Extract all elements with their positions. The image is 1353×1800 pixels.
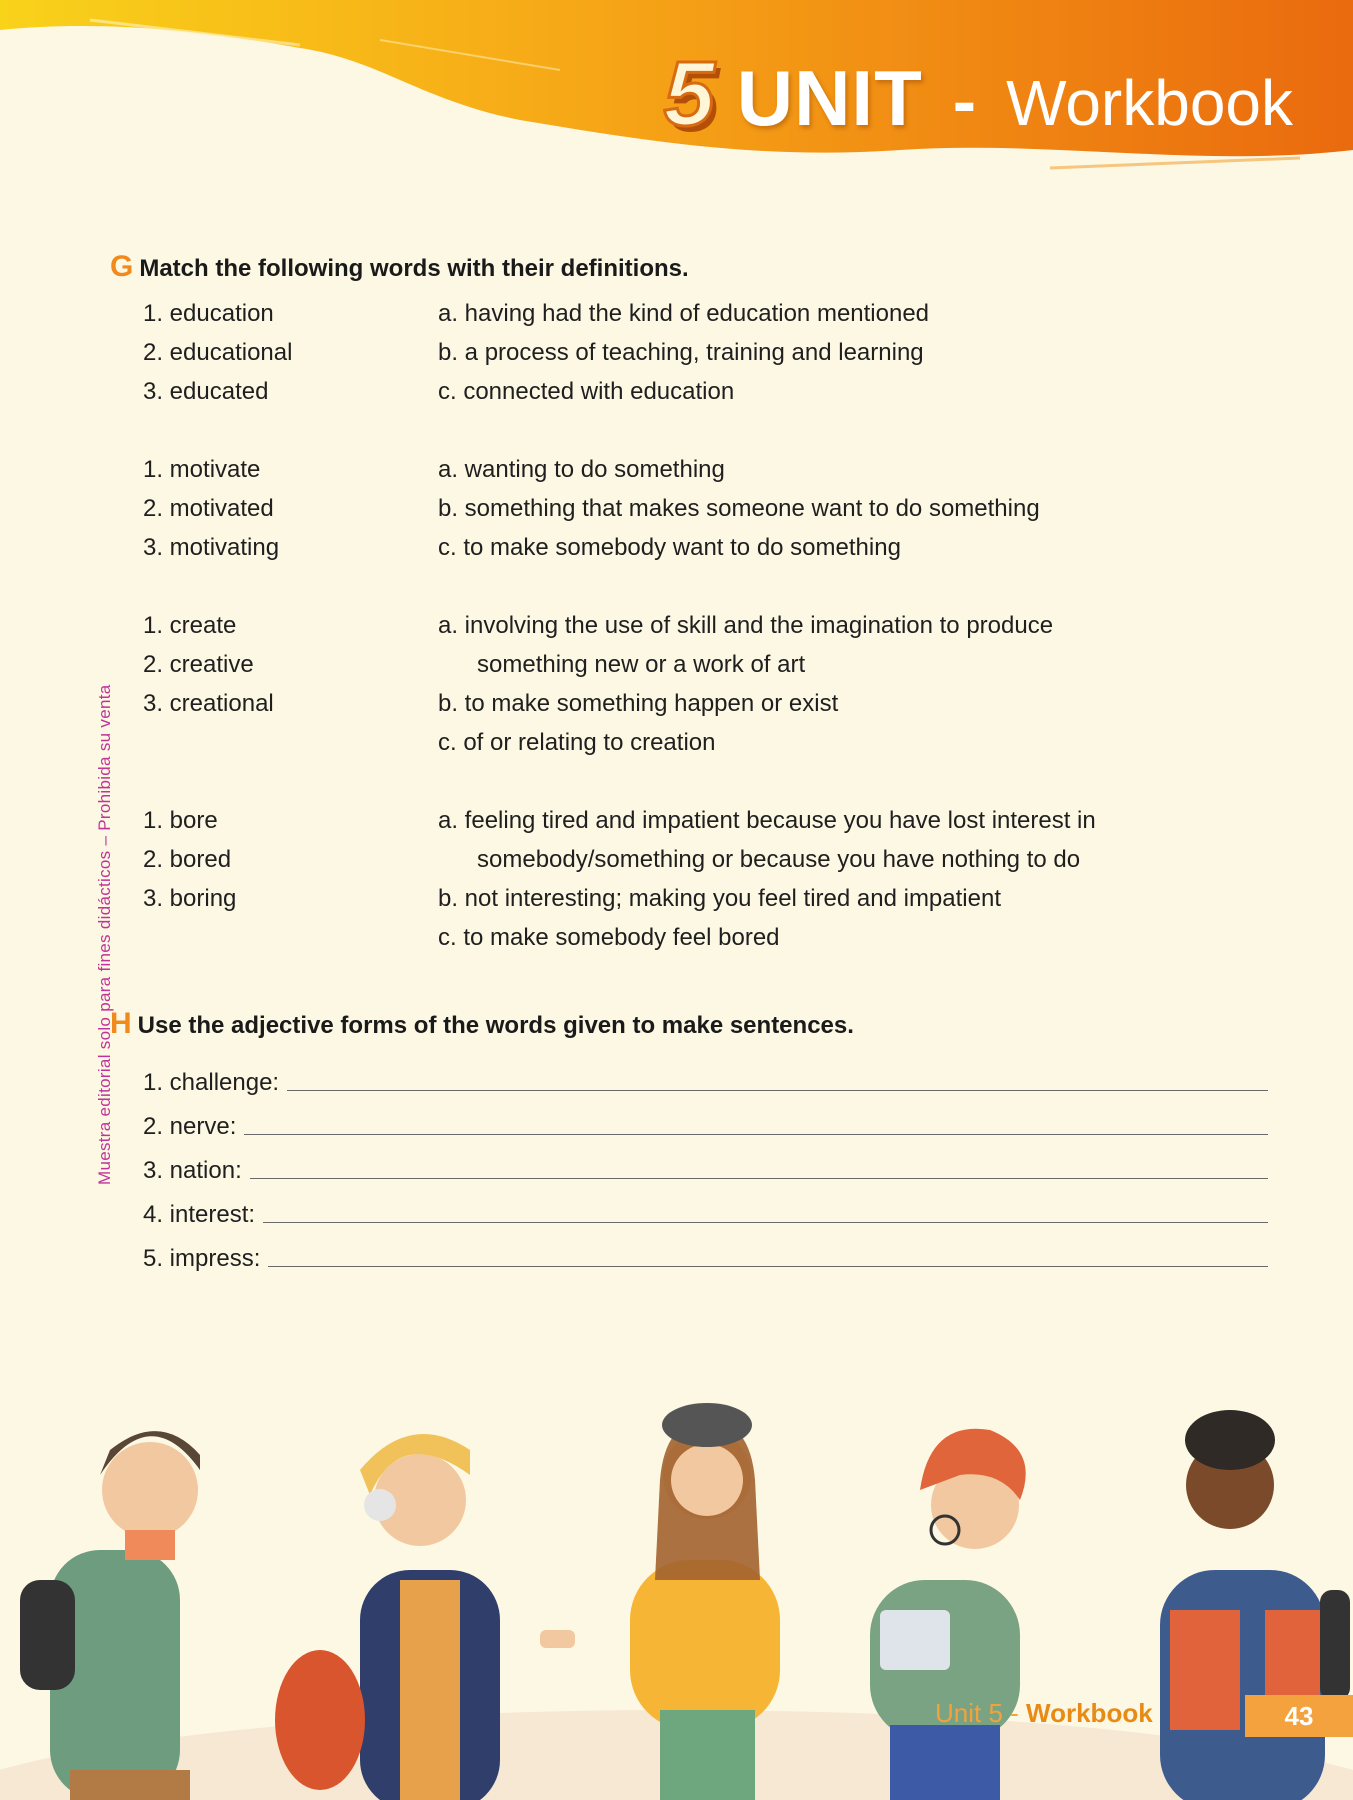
match-word: 3. educated (143, 377, 269, 405)
unit-number: 5 (663, 43, 715, 145)
page-number: 43 (1245, 1695, 1353, 1737)
match-word: 3. motivating (143, 533, 280, 561)
match-row (143, 528, 1233, 567)
sentence-item (143, 1099, 1268, 1143)
match-row (143, 723, 1233, 762)
match-word: 2. educational (143, 338, 293, 366)
match-row (143, 801, 1233, 840)
answer-line[interactable] (268, 1265, 1268, 1267)
match-definition: c. to make somebody want to do something (438, 533, 901, 561)
match-row (143, 294, 1233, 333)
section-g-letter: G (110, 250, 134, 283)
students-illustration (0, 1380, 1353, 1800)
side-note: Muestra editorial solo para fines didácticos – Prohibida su venta (95, 684, 114, 1185)
match-row (143, 645, 1233, 684)
sentence-prompt: 1. challenge: (143, 1069, 280, 1096)
match-word: 3. boring (143, 884, 237, 912)
section-h-letter: H (110, 1007, 132, 1040)
sentence-prompt: 3. nation: (143, 1157, 242, 1184)
match-group-bore (143, 801, 1233, 957)
section-h-heading (110, 1007, 854, 1041)
answer-line[interactable] (263, 1221, 1268, 1223)
answer-line[interactable] (244, 1133, 1268, 1135)
match-definition: b. a process of teaching, training and learning (438, 338, 924, 366)
student-figure (1160, 1410, 1350, 1800)
match-definition: c. to make somebody feel bored (438, 923, 780, 951)
match-row (143, 879, 1233, 918)
unit-word: UNIT (736, 54, 923, 142)
match-definition: b. something that makes someone want to do something (438, 494, 1040, 522)
match-word: 2. motivated (143, 494, 274, 522)
match-definition: a. having had the kind of education mentioned (438, 299, 930, 327)
match-row (143, 450, 1233, 489)
sentence-item (143, 1231, 1268, 1275)
sentence-item (143, 1143, 1268, 1187)
match-row (143, 840, 1233, 879)
match-row (143, 606, 1233, 645)
sentence-prompt: 2. nerve: (143, 1113, 237, 1140)
match-definition: c. connected with education (438, 377, 735, 405)
match-definition: b. not interesting; making you feel tired and impatient (438, 884, 1001, 912)
sentence-list (143, 1055, 1268, 1275)
answer-line[interactable] (287, 1089, 1268, 1091)
footer-unit-label: Unit 5 - (935, 1698, 1027, 1728)
match-definition: a. wanting to do something (438, 455, 725, 483)
footer-label (935, 1698, 1153, 1729)
match-word: 1. bore (143, 806, 218, 834)
match-word: 1. education (143, 299, 274, 327)
match-definition: a. feeling tired and impatient because you have lost interest in (438, 806, 1096, 834)
footer-workbook-label: Workbook (1026, 1698, 1153, 1728)
match-word: 1. motivate (143, 455, 261, 483)
match-word: 3. creational (143, 689, 274, 717)
match-definition-continued: somebody/something or because you have nothing to do (477, 845, 1081, 873)
match-word: 1. create (143, 611, 237, 639)
match-row (143, 333, 1233, 372)
section-h-instruction: Use the adjective forms of the words given to make sentences. (137, 1012, 854, 1039)
match-definition: c. of or relating to creation (438, 728, 716, 756)
student-figure (20, 1431, 200, 1800)
sentence-item (143, 1187, 1268, 1231)
match-word: 2. creative (143, 650, 254, 678)
sentence-prompt: 4. interest: (143, 1201, 256, 1228)
match-row (143, 372, 1233, 411)
match-definition: a. involving the use of skill and the imagination to produce (438, 611, 1054, 639)
match-row (143, 684, 1233, 723)
sentence-prompt: 5. impress: (143, 1245, 261, 1272)
answer-line[interactable] (250, 1177, 1268, 1179)
match-definition-continued: something new or a work of art (477, 650, 806, 678)
match-group-education (143, 294, 1233, 411)
section-g-instruction: Match the following words with their definitions. (139, 255, 689, 282)
match-row (143, 489, 1233, 528)
match-definition: b. to make something happen or exist (438, 689, 839, 717)
unit-title (664, 42, 1293, 147)
match-word: 2. bored (143, 845, 232, 873)
title-dash: - (952, 62, 977, 140)
match-row (143, 918, 1233, 957)
unit-subtitle: Workbook (1006, 67, 1293, 139)
match-group-motivate (143, 450, 1233, 567)
sentence-item (143, 1055, 1268, 1099)
section-g-heading (110, 250, 689, 284)
match-group-create (143, 606, 1233, 762)
